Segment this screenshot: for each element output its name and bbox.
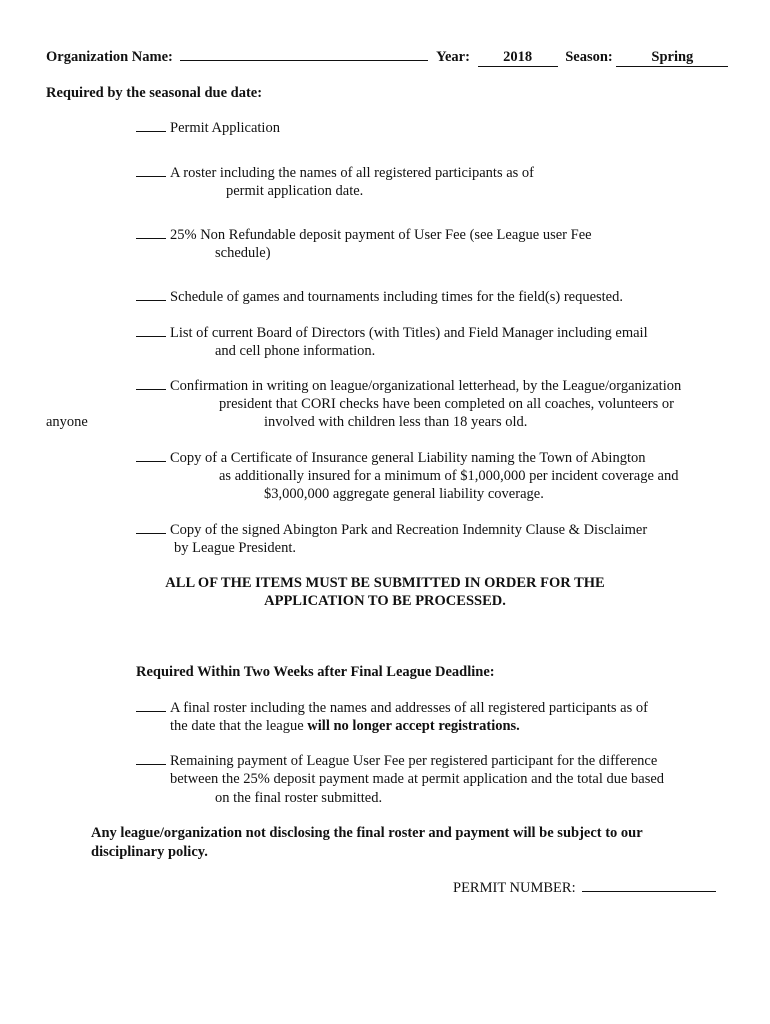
check-blank[interactable] [136, 752, 166, 765]
item-text: Schedule of games and tournaments including times for the field(s) requested. [170, 289, 623, 305]
checklist-item-schedule [136, 288, 623, 306]
organization-name-field[interactable] [180, 47, 428, 61]
item-text-cont: schedule) [215, 245, 271, 261]
check-blank[interactable] [136, 324, 166, 337]
year-field[interactable]: 2018 [478, 48, 558, 67]
item-text-cont: and cell phone information. [215, 343, 376, 359]
notice-line-1: ALL OF THE ITEMS MUST BE SUBMITTED IN ORDER FOR THE [165, 575, 605, 591]
check-blank[interactable] [136, 288, 166, 301]
checklist-item-remaining-payment [136, 752, 657, 770]
item-text-cont: involved with children less than 18 years old. [264, 414, 528, 430]
checklist-item-roster [136, 164, 534, 182]
item-text: A roster including the names of all registered participants as of [170, 165, 535, 181]
section2-title: Required Within Two Weeks after Final League Deadline: [136, 664, 495, 680]
checklist-item-indemnity [136, 521, 647, 539]
item-text-cont [170, 717, 520, 735]
checklist-item-deposit [136, 226, 592, 244]
policy-line-1: Any league/organization not disclosing the final roster and payment will be subject to our [91, 825, 643, 841]
item-text: Remaining payment of League User Fee per registered participant for the difference [170, 753, 658, 769]
item-text: List of current Board of Directors (with Titles) and Field Manager including email [170, 325, 648, 341]
item-text-cont: permit application date. [226, 183, 364, 199]
permit-number-row [453, 878, 716, 897]
permit-number-label: PERMIT NUMBER: [453, 880, 576, 896]
item-text: Copy of a Certificate of Insurance general Liability naming the Town of Abington [170, 450, 646, 466]
permit-number-field[interactable] [582, 878, 716, 892]
item-text-cont: between the 25% deposit payment made at permit application and the total due based [170, 771, 665, 787]
year-label: Year: [436, 49, 470, 65]
check-blank[interactable] [136, 377, 166, 390]
organization-name-label: Organization Name: [46, 49, 173, 65]
check-blank[interactable] [136, 164, 166, 177]
item-text: Confirmation in writing on league/organizational letterhead, by the League/organization [170, 378, 682, 394]
checklist-item-final-roster [136, 699, 648, 717]
policy-line-2: disciplinary policy. [91, 844, 208, 860]
item-text-cont: as additionally insured for a minimum of $1,000,000 per incident coverage and [219, 468, 679, 484]
item-text-bold: will no longer accept registrations. [307, 718, 520, 734]
item-text: Copy of the signed Abington Park and Recreation Indemnity Clause & Disclaimer [170, 522, 648, 538]
item-text-cont: president that CORI checks have been completed on all coaches, volunteers or [219, 396, 674, 412]
item-text: 25% Non Refundable deposit payment of User Fee (see League user Fee [170, 227, 592, 243]
item-text: Permit Application [170, 120, 280, 136]
check-blank[interactable] [136, 521, 166, 534]
checklist-item-permit-application [136, 119, 280, 137]
header-line [46, 47, 728, 67]
check-blank[interactable] [136, 119, 166, 132]
season-field[interactable]: Spring [616, 48, 728, 67]
item-text-plain: the date that the league [170, 718, 308, 734]
notice-line-2: APPLICATION TO BE PROCESSED. [264, 593, 506, 609]
checklist-item-board [136, 324, 648, 342]
item-text-cont: $3,000,000 aggregate general liability coverage. [264, 486, 544, 502]
item-side-word: anyone [46, 414, 88, 430]
checklist-item-cori [136, 377, 681, 395]
check-blank[interactable] [136, 449, 166, 462]
item-text-cont: by League President. [174, 540, 297, 556]
item-text: A final roster including the names and addresses of all registered participants as of [170, 700, 648, 716]
check-blank[interactable] [136, 699, 166, 712]
season-label: Season: [565, 49, 613, 65]
item-text-cont: on the final roster submitted. [215, 790, 383, 806]
section1-title: Required by the seasonal due date: [46, 85, 263, 101]
check-blank[interactable] [136, 226, 166, 239]
checklist-item-insurance [136, 449, 645, 467]
